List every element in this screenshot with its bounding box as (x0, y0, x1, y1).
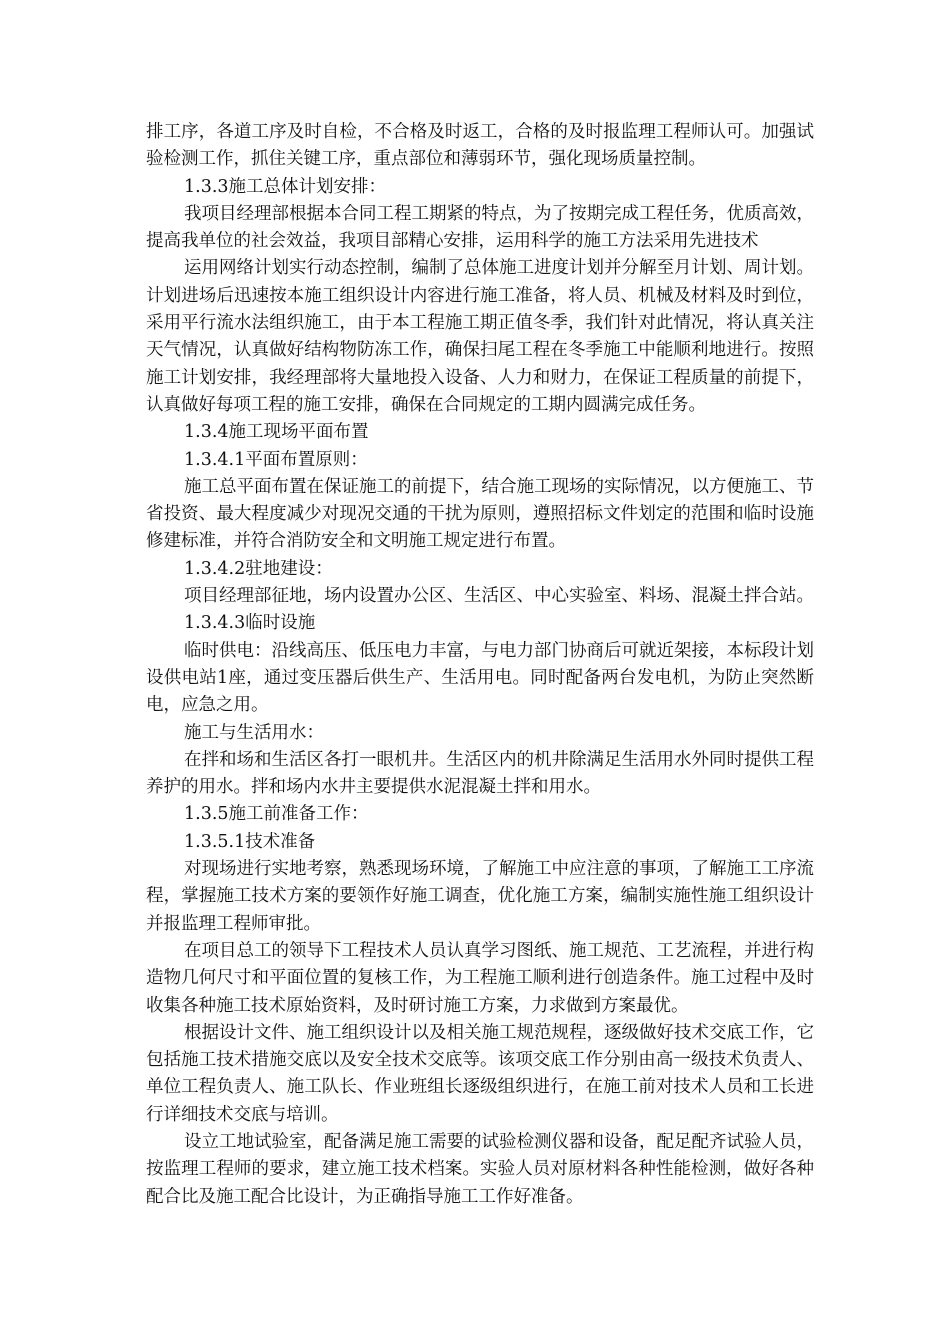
paragraph: 根据设计文件、施工组织设计以及相关施工规范规程，逐级做好技术交底工作，它包括施工技术措施交底以及安全技术交底等。该项交底工作分别由高一级技术负责人、单位工程负责人、施工队长、作业班组长逐级组织进行，在施工前对技术人员和工长进行详细技术交底与培训。 (146, 1022, 814, 1125)
paragraph: 设立工地试验室，配备满足施工需要的试验检测仪器和设备，配足配齐试验人员，按监理工程师的要求，建立施工技术档案。实验人员对原材料各种性能检测，做好各种配合比及施工配合比设计，为正确指导施工工作好准备。 (146, 1131, 814, 1207)
heading-1-3-5: 1.3.5施工前准备工作： (184, 804, 369, 825)
paragraph: 项目经理部征地，场内设置办公区、生活区、中心实验室、料场、混凝土拌合站。 (184, 586, 814, 607)
heading-1-3-4: 1.3.4施工现场平面布置 (184, 422, 369, 443)
paragraph: 临时供电：沿线高压、低压电力丰富，与电力部门协商后可就近架接，本标段计划设供电站1座，通过变压器后供生产、生活用电。同时配备两台发电机，为防止突然断电，应急之用。 (146, 640, 814, 716)
heading-1-3-5-1: 1.3.5.1技术准备 (184, 831, 316, 852)
paragraph: 对现场进行实地考察，熟悉现场环境，了解施工中应注意的事项，了解施工工序流程，掌握施工技术方案的要领作好施工调查，优化施工方案，编制实施性施工组织设计并报监理工程师审批。 (146, 859, 814, 934)
heading-1-3-4-2: 1.3.4.2驻地建设： (184, 558, 333, 579)
heading-1-3-4-1: 1.3.4.1平面布置原则： (184, 449, 368, 470)
paragraph: 运用网络计划实行动态控制，编制了总体施工进度计划并分解至月计划、周计划。计划进场后迅速按本施工组织设计内容进行施工准备，将人员、机械及材料及时到位，采用平行流水法组织施工，由于本工程施工期正值冬季，我们针对此情况，将认真关注天气情况，认真做好结构物防冻工作，确保扫尾工程在冬季施工中能顺利地进行。按照施工计划安排，我经理部将大量地投入设备、人力和财力，在保证工程质量的前提下，认真做好每项工程的施工安排，确保在合同规定的工期内圆满完成任务。 (146, 258, 814, 415)
paragraph: 在拌和场和生活区各打一眼机井。生活区内的机井除满足生活用水外同时提供工程养护的用水。拌和场内水井主要提供水泥混凝土拌和用水。 (146, 749, 814, 798)
paragraph: 施工总平面布置在保证施工的前提下，结合施工现场的实际情况，以方便施工、节省投资、最大程度减少对现况交通的干扰为原则，遵照招标文件划定的范围和临时设施修建标准，并符合消防安全和文明施工规定进行布置。 (146, 476, 814, 552)
heading-1-3-4-3: 1.3.4.3临时设施 (184, 613, 316, 634)
subheading: 施工与生活用水： (184, 722, 324, 743)
paragraph: 我项目经理部根据本合同工程工期紧的特点，为了按期完成工程任务，优质高效，提高我单位的社会效益，我项目部精心安排，运用科学的施工方法采用先进技术 (146, 203, 814, 252)
paragraph: 在项目总工的领导下工程技术人员认真学习图纸、施工规范、工艺流程，并进行构造物几何尺寸和平面位置的复核工作，为工程施工顺利进行创造条件。施工过程中及时收集各种施工技术原始资料，及时研讨施工方案，力求做到方案最优。 (146, 940, 814, 1016)
heading-1-3-3: 1.3.3施工总体计划安排： (184, 176, 387, 197)
paragraph-continued: 排工序，各道工序及时自检，不合格及时返工，合格的及时报监理工程师认可。加强试验检测工作，抓住关键工序，重点部位和薄弱环节，强化现场质量控制。 (146, 122, 814, 170)
document-body (146, 119, 814, 1211)
